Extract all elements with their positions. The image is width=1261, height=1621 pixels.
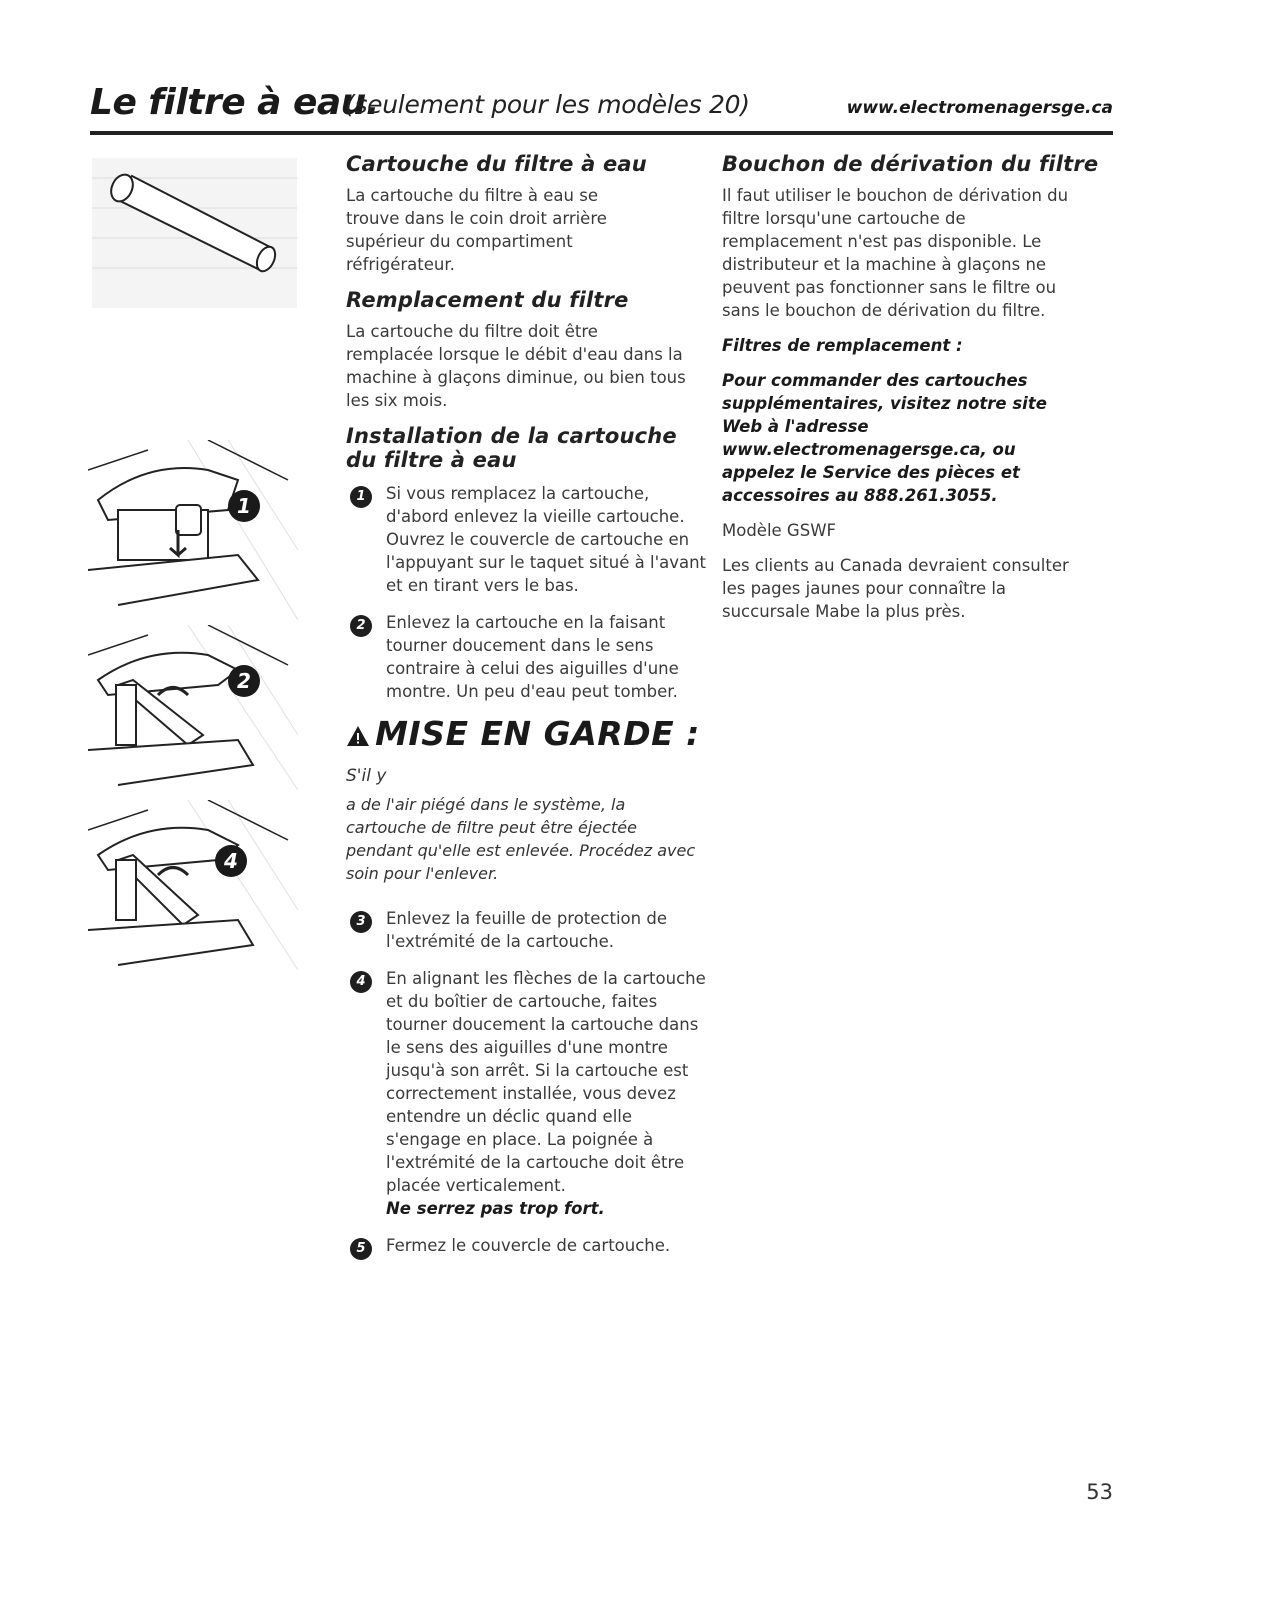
step-text: Si vous remplacez la cartouche, d'abord enlevez la vieille cartouche. Ouvrez le couvercle de cartouche en l'appuyant sur le taquet situé à l'avant et en tirant vers le bas. [386, 484, 707, 595]
remplacement-text: La cartouche du filtre doit être remplacée lorsque le débit d'eau dans la machine à glaçons diminue, ou bien tous les six mois. [346, 322, 686, 410]
step-1 [346, 482, 711, 597]
website-link[interactable]: www.electromenagersge.ca [846, 98, 1113, 118]
bouchon-text: Il faut utiliser le bouchon de dérivation du filtre lorsqu'une cartouche de remplacement n'est pas disponible. Le distributeur et la machine à glaçons ne peuvent pas fonctionner sans le filtre ou sans le bouchon de dérivation du filtre. [722, 186, 1069, 320]
warning-triangle-icon [346, 725, 370, 759]
step-5 [346, 1234, 706, 1257]
step-text: Enlevez la cartouche en la faisant tourner doucement dans le sens contraire à celui des aiguilles d'une montre. Un peu d'eau peut tomber. [386, 613, 679, 701]
step-text: Fermez le couvercle de cartouche. [386, 1236, 671, 1255]
page-title: Le filtre à eau. [90, 82, 379, 123]
right-column [722, 152, 1102, 635]
step-4 [346, 967, 706, 1220]
filtres-subheading: Filtres de remplacement : [722, 336, 963, 355]
page-subtitle: (seulement pour les modèles 20) [345, 90, 750, 119]
step-number: 2 [350, 615, 372, 637]
middle-column [346, 152, 711, 1271]
heading-cartouche: Cartouche du filtre à eau [346, 152, 647, 176]
heading-installation-2: du filtre à eau [346, 448, 517, 472]
step-number: 3 [350, 911, 372, 933]
order-text: Pour commander des cartouches supplémentaires, visitez notre site Web à l'adresse www.electromenagersge.ca, ou appelez le Service des pièces et accessoires au 888.261.3055. [722, 371, 1047, 505]
step4-badge: 4 [215, 845, 247, 877]
cartouche-text: La cartouche du filtre à eau se trouve dans le coin droit arrière supérieur du compartiment réfrigérateur. [346, 186, 607, 274]
step-text: En alignant les flèches de la cartouche et du boîtier de cartouche, faites tourner doucement la cartouche dans le sens des aiguilles d'une montre jusqu'à son arrêt. Si la cartouche est correctement installée, vous devez entendre un déclic quand elle s'engage en place. La poignée à l'extrémité de la cartouche doit être placée verticalement. [386, 969, 706, 1195]
heading-remplacement: Remplacement du filtre [346, 288, 629, 312]
step-text: Enlevez la feuille de protection de l'extrémité de la cartouche. [386, 909, 667, 951]
step-3 [346, 907, 696, 953]
warning-block [346, 714, 701, 885]
warning-title: MISE EN GARDE : [375, 714, 700, 753]
step1-badge: 1 [228, 490, 260, 522]
step2-illustration [88, 625, 298, 794]
step1-illustration [88, 440, 298, 624]
step-number: 1 [350, 486, 372, 508]
step-number: 4 [350, 971, 372, 993]
warning-body: a de l'air piégé dans le système, la cartouche de filtre peut être éjectée pendant qu'elle est enlevée. Procédez avec soin pour l'enlever. [346, 795, 696, 883]
header-rule [90, 131, 1113, 135]
step2-badge: 2 [228, 665, 260, 697]
heading-bouchon: Bouchon de dérivation du filtre [722, 152, 1099, 176]
canada-text: Les clients au Canada devraient consulter les pages jaunes pour connaître la succursale Mabe la plus près. [722, 556, 1069, 621]
filter-cartridge-illustration [92, 158, 297, 312]
page-number: 53 [1086, 1480, 1113, 1504]
step-number: 5 [350, 1238, 372, 1260]
page-header [90, 82, 1113, 132]
step-emphasis: Ne serrez pas trop fort. [386, 1199, 605, 1218]
model-text: Modèle GSWF [722, 521, 837, 540]
step-2 [346, 611, 711, 703]
warning-tail: S'il y [346, 766, 387, 786]
step4-illustration [88, 800, 298, 974]
heading-installation-1: Installation de la cartouche [346, 424, 677, 448]
